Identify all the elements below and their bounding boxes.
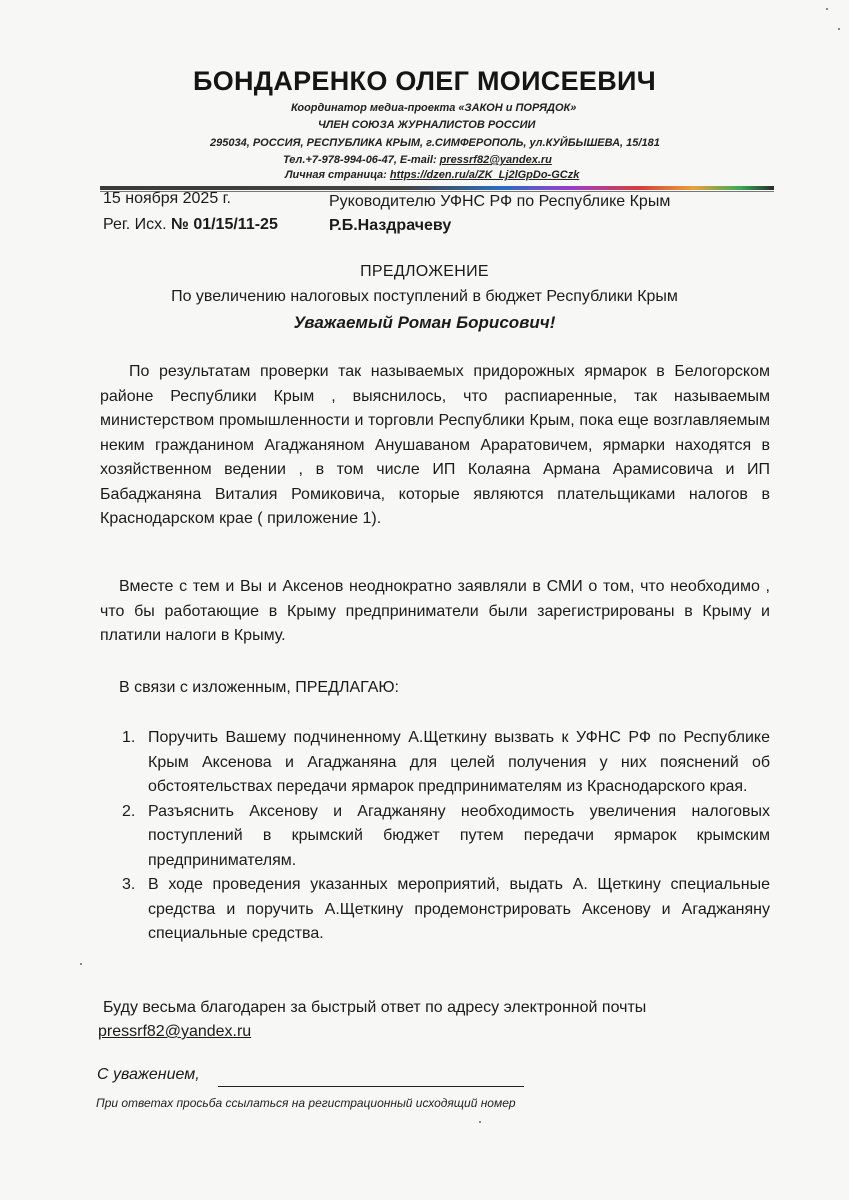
list-item-text: В ходе проведения указанных мероприятий, выдать А. Щеткину специальные средства и поручить А.Щеткину продемонстрировать Аксенову и Агаджаняну специальные средства. bbox=[148, 876, 770, 942]
paragraph-3: В связи с изложенным, ПРЕДЛАГАЮ: bbox=[119, 679, 399, 696]
registration-label: Рег. Исх. bbox=[103, 216, 172, 233]
registration-number bbox=[103, 216, 278, 234]
registration-value: № 01/15/11-25 bbox=[171, 216, 278, 233]
document-title: ПРЕДЛОЖЕНИЕ bbox=[360, 263, 489, 280]
proposal-list bbox=[122, 726, 770, 947]
list-item bbox=[122, 726, 770, 800]
recipient-title: Руководителю УФНС РФ по Республике Крым bbox=[329, 193, 671, 210]
list-item-text: Разъяснить Аксенову и Агаджаняну необходимость увеличения налоговых поступлений в крымский бюджет путем передачи ярмарок крымским предпринимателям. bbox=[148, 802, 770, 869]
recipient-name: Р.Б.Наздрачеву bbox=[329, 217, 452, 234]
reference-note: При ответах просьба ссылаться на регистрационный исходящий номер bbox=[96, 1096, 516, 1110]
letterhead-tel: Тел.+7-978-994-06-47, E-mail: bbox=[283, 154, 440, 166]
letterhead-email-link[interactable]: pressrf82@yandex.ru bbox=[439, 154, 552, 166]
paragraph-1: По результатам проверки так называемых придорожных ярмарок в Белогорском районе Республики Крым , выяснилось, что распиаренные, так называемым министерством промышленности и торговли Республики Крым, пока еще возглавляемым неким гражданином Агаджаняном Анушаваном Араратовичем, ярмарки находятся в хозяйственном ведении , в том числе ИП Колаяна Армана Арамисовича и ИП Бабаджаняна Виталия Ромиковича, которые являются плательщиками налогов в Краснодарском крае ( приложение 1). bbox=[100, 363, 770, 527]
scan-speck bbox=[80, 963, 82, 965]
letterhead-web-label: Личная страница: bbox=[285, 169, 390, 181]
letterhead-webpage bbox=[285, 169, 579, 181]
scan-speck bbox=[479, 1121, 481, 1123]
scan-speck bbox=[838, 28, 840, 30]
document-subtitle: По увеличению налоговых поступлений в бюджет Республики Крым bbox=[171, 288, 678, 305]
list-item bbox=[122, 800, 770, 874]
signature-line bbox=[218, 1086, 524, 1087]
closing-email-link[interactable]: pressrf82@yandex.ru bbox=[98, 1023, 252, 1040]
list-item-number: 1. bbox=[122, 729, 136, 746]
regards: С уважением, bbox=[97, 1066, 200, 1083]
letterhead-address: 295034, РОССИЯ, РЕСПУБЛИКА КРЫМ, г.СИМФЕРОПОЛЬ, ул.КУЙБЫШЕВА, 15/181 bbox=[210, 137, 660, 149]
letter-date: 15 ноября 2025 г. bbox=[103, 190, 231, 207]
letterhead-coordinator: Координатор медиа-проекта «ЗАКОН и ПОРЯДОК» bbox=[291, 102, 577, 114]
letterhead-name: БОНДАРЕНКО ОЛЕГ МОИСЕЕВИЧ bbox=[192, 66, 657, 96]
list-item bbox=[122, 873, 770, 947]
closing-paragraph bbox=[98, 996, 773, 1044]
paragraph-2: Вместе с тем и Вы и Аксенов неоднократно заявляли в СМИ о том, что необходимо , что бы работающие в Крыму предприниматели были зарегистрированы в Крыму и платили налоги в Крыму. bbox=[100, 578, 770, 644]
letterhead-web-link[interactable]: https://dzen.ru/a/ZK_Lj2lGpDo-GCzk bbox=[389, 169, 580, 181]
list-item-text: Поручить Вашему подчиненному А.Щеткину вызвать к УФНС РФ по Республике Крым Аксенова и Агаджаняна для целей получения у них пояснений об обстоятельствах передачи ярмарок предпринимателям из Краснодарского края. bbox=[148, 729, 770, 795]
scan-speck bbox=[826, 8, 828, 10]
closing-text: Буду весьма благодарен за быстрый ответ по адресу электронной почты bbox=[103, 999, 647, 1016]
list-item-number: 2. bbox=[122, 802, 136, 820]
list-item-number: 3. bbox=[122, 876, 136, 893]
letterhead-union: ЧЛЕН СОЮЗА ЖУРНАЛИСТОВ РОССИИ bbox=[318, 119, 536, 131]
salutation: Уважаемый Роман Борисович! bbox=[293, 313, 556, 332]
letterhead-contacts bbox=[283, 154, 552, 166]
